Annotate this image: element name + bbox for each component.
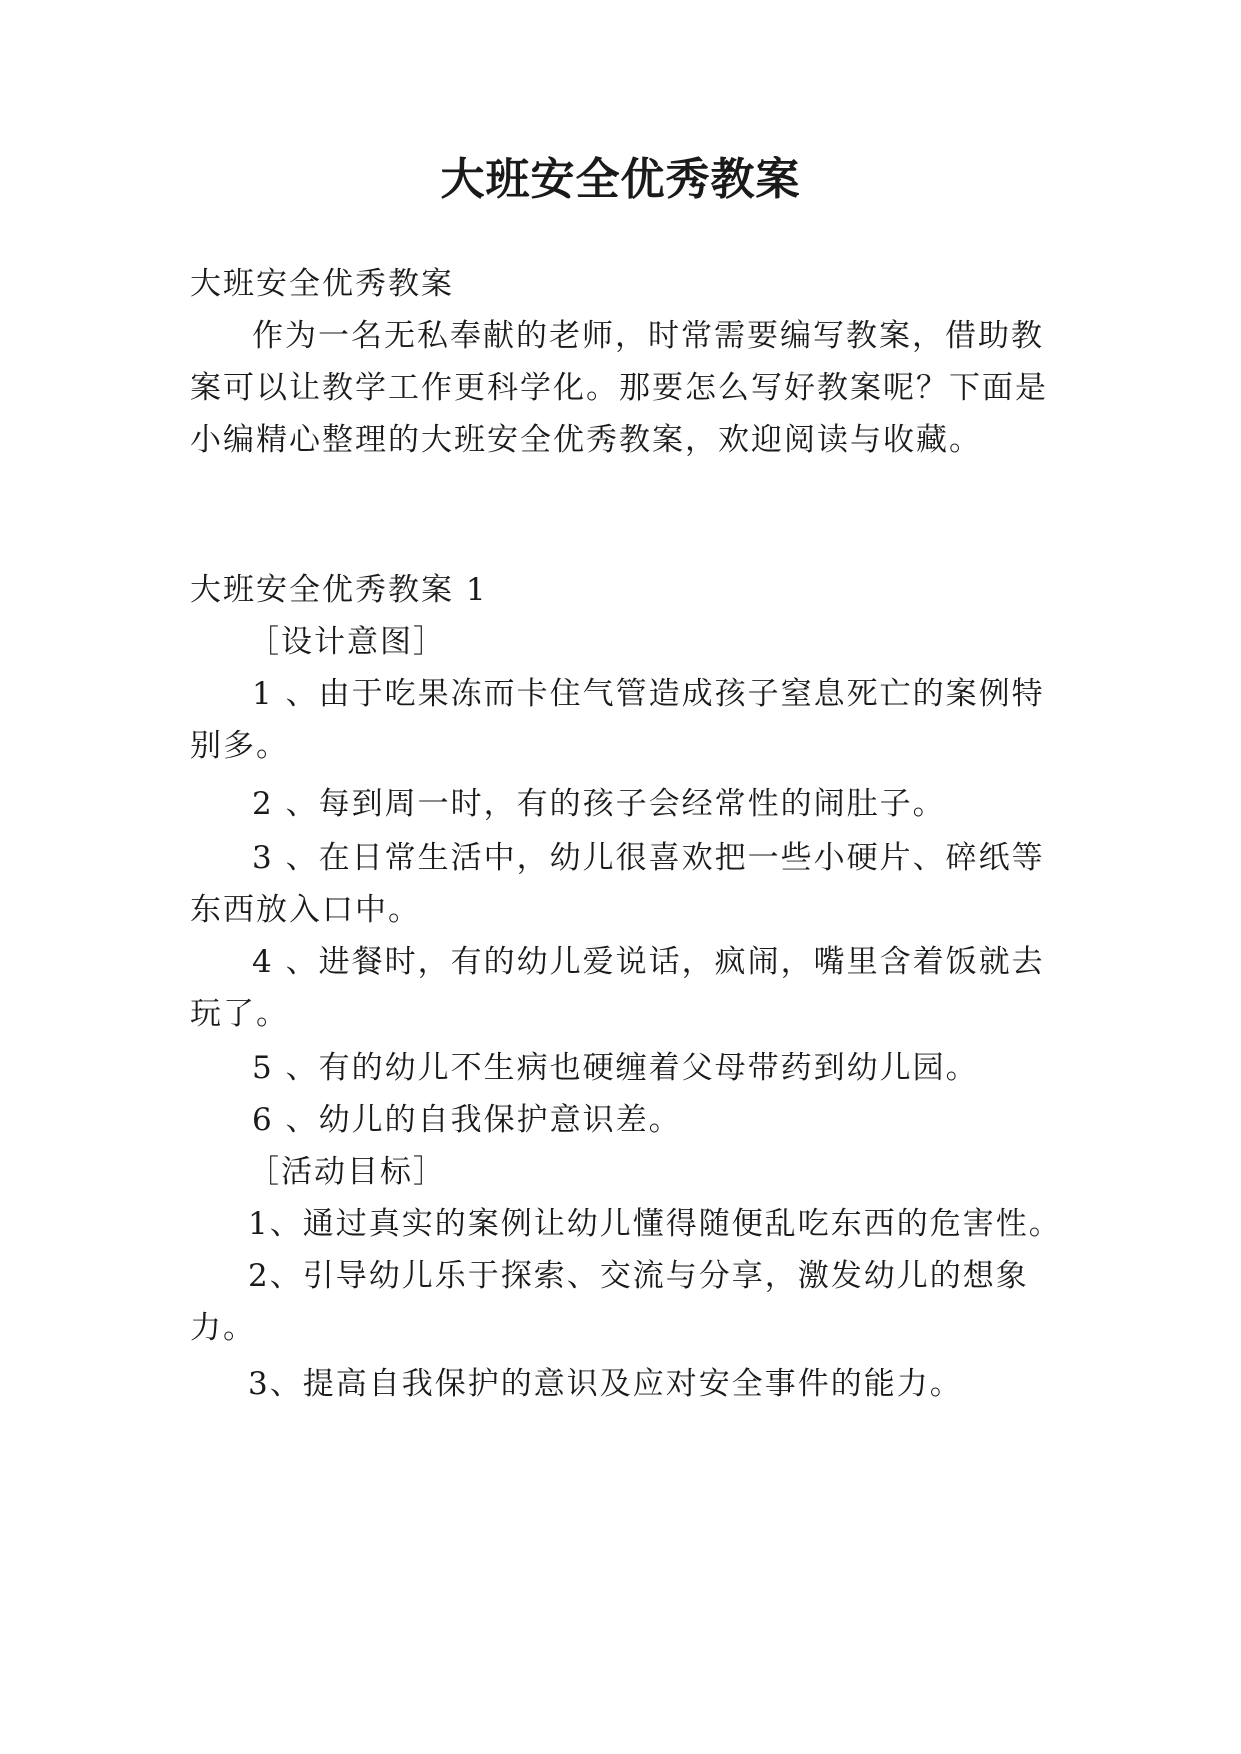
intro-paragraph-line: 案可以让教学工作更科学化。那要怎么写好教案呢？下面是 [190,370,1048,406]
activity-goal-item: 2、引导幼儿乐于探索、交流与分享，激发幼儿的想象 [248,1258,1029,1294]
activity-goal-item: 1、通过真实的案例让幼儿懂得随便乱吃东西的危害性。 [248,1206,1062,1242]
design-intent-item: 2 、每到周一时，有的孩子会经常性的闹肚子。 [252,786,946,822]
document-title: 大班安全优秀教案 [440,154,801,205]
subsection-heading-design-intent: ［设计意图］ [248,624,446,660]
design-intent-item: 6 、幼儿的自我保护意识差。 [252,1102,682,1138]
design-intent-item: 1 、由于吃果冻而卡住气管造成孩子窒息死亡的案例特 [252,676,1045,712]
intro-paragraph-line: 作为一名无私奉献的老师，时常需要编写教案，借助教 [252,318,1044,354]
design-intent-item: 4 、进餐时，有的幼儿爱说话，疯闹，嘴里含着饭就去 [252,944,1045,980]
intro-heading: 大班安全优秀教案 [190,266,454,302]
intro-paragraph-line: 小编精心整理的大班安全优秀教案，欢迎阅读与收藏。 [190,422,982,458]
design-intent-item: 5 、有的幼儿不生病也硬缠着父母带药到幼儿园。 [252,1050,979,1086]
design-intent-item-continued: 东西放入口中。 [190,892,421,928]
design-intent-item-continued: 玩了。 [190,996,289,1032]
activity-goal-item: 3、提高自我保护的意识及应对安全事件的能力。 [248,1366,963,1402]
design-intent-item: 3 、在日常生活中，幼儿很喜欢把一些小硬片、碎纸等 [252,840,1045,876]
section-heading: 大班安全优秀教案 1 [190,572,488,608]
design-intent-item-continued: 别多。 [190,728,289,764]
subsection-heading-activity-goals: ［活动目标］ [248,1154,446,1190]
activity-goal-item-continued: 力。 [190,1310,256,1346]
